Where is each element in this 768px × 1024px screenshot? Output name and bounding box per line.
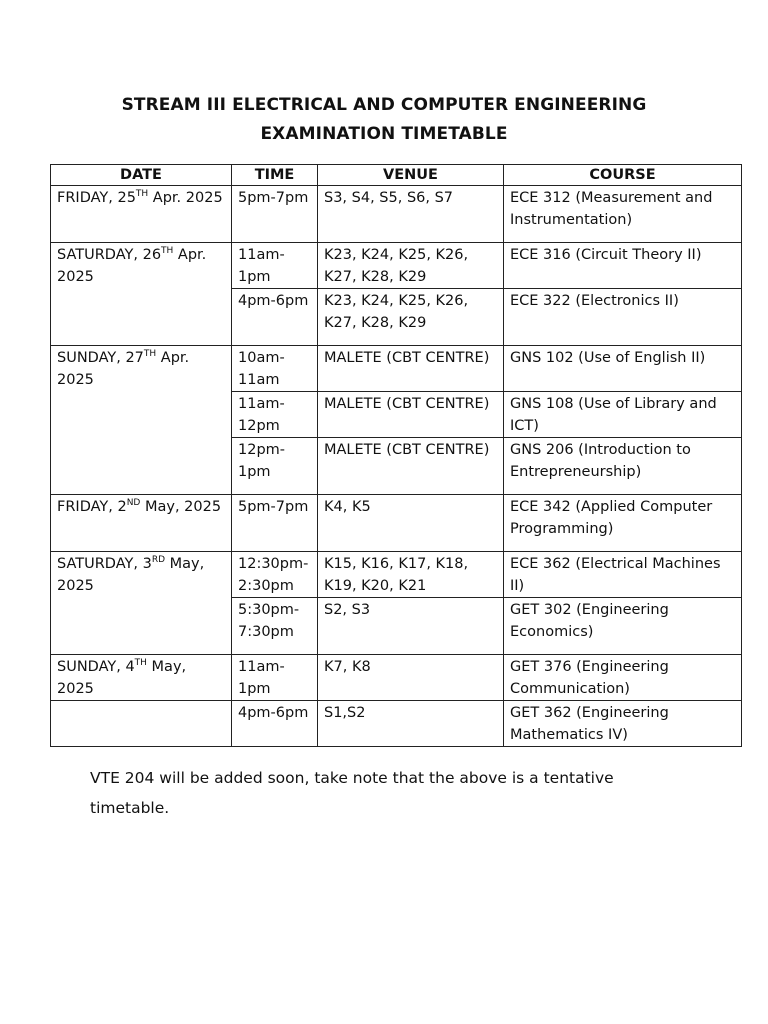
time-cell: 4pm-6pm (232, 289, 318, 346)
date-cell: SATURDAY, 3RD May, 2025 (51, 552, 232, 655)
course-cell: ECE 322 (Electronics II) (504, 289, 742, 346)
table-header-row (51, 165, 742, 186)
course-cell: ECE 362 (Electrical Machines II) (504, 552, 742, 598)
course-cell: GET 362 (Engineering Mathematics IV) (504, 701, 742, 747)
timetable (50, 164, 742, 747)
course-cell: GNS 108 (Use of Library and ICT) (504, 392, 742, 438)
course-cell: GNS 206 (Introduction to Entrepreneurship) (504, 438, 742, 495)
venue-cell: K7, K8 (318, 655, 504, 701)
header-time: TIME (232, 165, 318, 186)
venue-cell: S2, S3 (318, 598, 504, 655)
page-subtitle: EXAMINATION TIMETABLE (260, 124, 508, 144)
time-cell: 11am-1pm (232, 243, 318, 289)
time-cell: 11am-12pm (232, 392, 318, 438)
date-cell-empty (51, 701, 232, 747)
course-cell: ECE 342 (Applied Computer Programming) (504, 495, 742, 552)
page-title: STREAM III ELECTRICAL AND COMPUTER ENGINEERING (121, 95, 647, 115)
header-course: COURSE (504, 165, 742, 186)
venue-cell: S1,S2 (318, 701, 504, 747)
venue-cell: MALETE (CBT CENTRE) (318, 392, 504, 438)
venue-cell: S3, S4, S5, S6, S7 (318, 186, 504, 243)
table-row (51, 495, 742, 552)
venue-cell: K23, K24, K25, K26, K27, K28, K29 (318, 289, 504, 346)
date-cell: SUNDAY, 4TH May, 2025 (51, 655, 232, 701)
venue-cell: MALETE (CBT CENTRE) (318, 346, 504, 392)
time-cell: 11am-1pm (232, 655, 318, 701)
footnote: VTE 204 will be added soon, take note that the above is a tentative timetable. (90, 769, 614, 817)
date-cell: FRIDAY, 25TH Apr. 2025 (51, 186, 232, 243)
course-cell: GNS 102 (Use of English II) (504, 346, 742, 392)
time-cell: 4pm-6pm (232, 701, 318, 747)
course-cell: GET 302 (Engineering Economics) (504, 598, 742, 655)
header-date: DATE (51, 165, 232, 186)
table-row (51, 552, 742, 598)
venue-cell: K23, K24, K25, K26, K27, K28, K29 (318, 243, 504, 289)
time-cell: 12:30pm-2:30pm (232, 552, 318, 598)
header-venue: VENUE (318, 165, 504, 186)
date-cell: SUNDAY, 27TH Apr. 2025 (51, 346, 232, 495)
time-cell: 5:30pm-7:30pm (232, 598, 318, 655)
table-row (51, 655, 742, 701)
course-cell: GET 376 (Engineering Communication) (504, 655, 742, 701)
venue-cell: MALETE (CBT CENTRE) (318, 438, 504, 495)
time-cell: 10am-11am (232, 346, 318, 392)
table-row (51, 186, 742, 243)
time-cell: 12pm-1pm (232, 438, 318, 495)
date-cell: SATURDAY, 26TH Apr. 2025 (51, 243, 232, 346)
venue-cell: K4, K5 (318, 495, 504, 552)
course-cell: ECE 312 (Measurement and Instrumentation) (504, 186, 742, 243)
date-cell: FRIDAY, 2ND May, 2025 (51, 495, 232, 552)
venue-cell: K15, K16, K17, K18, K19, K20, K21 (318, 552, 504, 598)
table-row (51, 701, 742, 747)
table-row (51, 346, 742, 392)
time-cell: 5pm-7pm (232, 495, 318, 552)
table-row (51, 243, 742, 289)
course-cell: ECE 316 (Circuit Theory II) (504, 243, 742, 289)
time-cell: 5pm-7pm (232, 186, 318, 243)
